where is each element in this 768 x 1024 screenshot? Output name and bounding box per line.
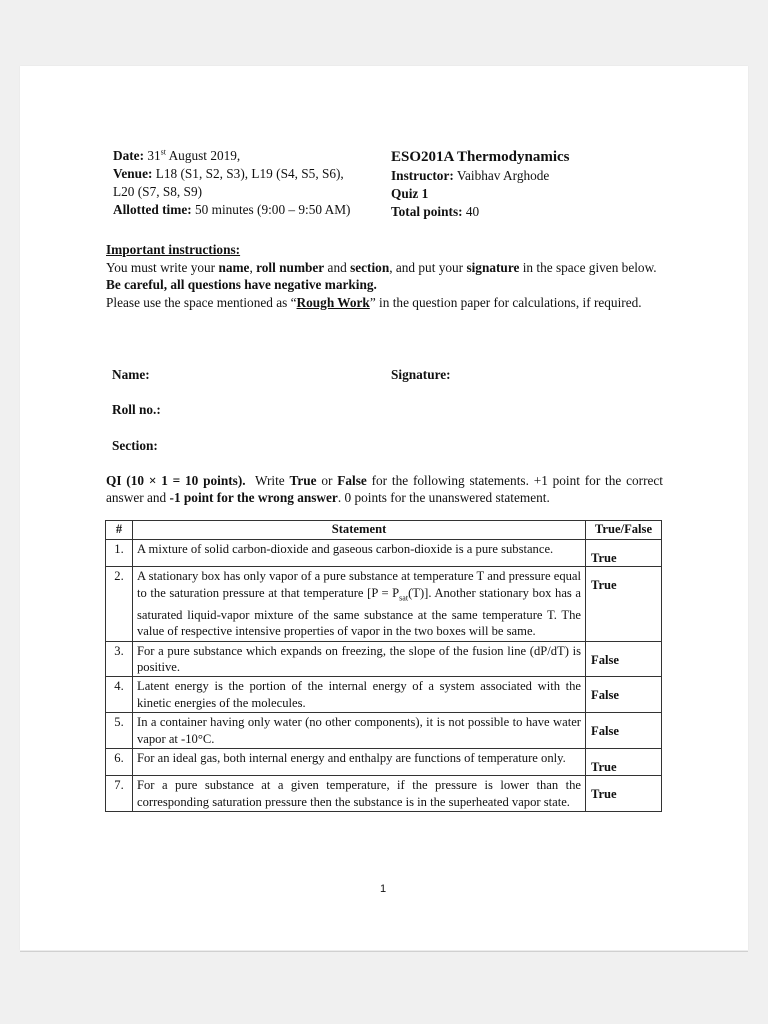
time-line: Allotted time: 50 minutes (9:00 – 9:50 AM) — [113, 202, 351, 217]
row-statement: For an ideal gas, both internal energy and enthalpy are functions of temperature only. — [133, 748, 586, 775]
exam-details-right — [391, 147, 671, 221]
row-number: 2. — [106, 567, 133, 641]
table-row — [106, 540, 662, 567]
instructor-line: Instructor: Vaibhav Arghode — [391, 168, 550, 183]
header-number: # — [106, 521, 133, 540]
roll-field-label: Roll no.: — [112, 402, 161, 417]
row-statement: In a container having only water (no other components), it is not possible to have water vapor at -10°C. — [133, 713, 586, 749]
quiz-line: Quiz 1 — [391, 186, 429, 201]
row-statement: For a pure substance which expands on freezing, the slope of the fusion line (dP/dT) is positive. — [133, 641, 586, 677]
table-row — [106, 776, 662, 812]
row-statement: Latent energy is the portion of the internal energy of a system associated with the kinetic energies of the molecules. — [133, 677, 586, 713]
table-row — [106, 713, 662, 749]
row-statement: For a pure substance at a given temperature, if the pressure is lower than the corresponding saturation pressure then the substance is in the superheated vapor state. — [133, 776, 586, 812]
instructions-heading: Important instructions: — [106, 242, 241, 257]
row-number: 3. — [106, 641, 133, 677]
row-answer: False — [586, 677, 662, 713]
instructions-block — [106, 241, 663, 311]
question-1-prompt: QI (10 × 1 = 10 points). Write True or False for the following statements. +1 point for the correct answer and -1 point for the wrong answer. 0 points for the unanswered statement. — [106, 473, 663, 505]
row-number: 5. — [106, 713, 133, 749]
table-header-row — [106, 521, 662, 540]
venue-line-2: L20 (S7, S8, S9) — [113, 184, 203, 199]
course-title: ESO201A Thermodynamics — [391, 149, 570, 165]
true-false-table — [105, 520, 662, 812]
row-answer: True — [586, 748, 662, 775]
row-number: 4. — [106, 677, 133, 713]
row-answer: True — [586, 776, 662, 812]
table-row — [106, 641, 662, 677]
row-number: 7. — [106, 776, 133, 812]
row-answer: False — [586, 641, 662, 677]
venue-line: Venue: L18 (S1, S2, S3), L19 (S4, S5, S6), — [113, 166, 344, 181]
points-line: Total points: 40 — [391, 204, 480, 219]
table-row — [106, 567, 662, 641]
row-statement: A mixture of solid carbon-dioxide and gaseous carbon-dioxide is a pure substance. — [133, 540, 586, 567]
date-line: Date: 31st August 2019, — [113, 147, 241, 163]
signature-field-label: Signature: — [391, 367, 451, 382]
document-page — [20, 66, 748, 950]
negative-marking-warning: Be careful, all questions have negative marking. — [106, 277, 377, 292]
viewer-bottom-divider — [20, 951, 748, 952]
row-answer: False — [586, 713, 662, 749]
exam-details-left — [113, 147, 393, 219]
row-answer: True — [586, 567, 662, 641]
row-number: 6. — [106, 748, 133, 775]
page-number: 1 — [380, 883, 387, 895]
row-number: 1. — [106, 540, 133, 567]
row-statement: A stationary box has only vapor of a pure substance at temperature T and pressure equal to the saturation pressure at that temperature $[P = P_{sat}(T)]$. Another stationary box has a saturated liquid-vapor mixture of the same substance at the same temperature T. The value of respective intensive properties of vapor in the two boxes will be same. — [133, 567, 586, 641]
instruction-paragraph-3: Please use the space mentioned as “Rough Work” in the question paper for calculations, if required. — [106, 294, 642, 310]
table-row — [106, 677, 662, 713]
header-statement: Statement — [133, 521, 586, 540]
table-row — [106, 748, 662, 775]
section-field-label: Section: — [112, 438, 158, 453]
name-field-label: Name: — [112, 367, 150, 382]
instruction-paragraph-1: You must write your name, roll number and section, and put your signature in the space given below. — [106, 259, 657, 275]
header-answer: True/False — [586, 521, 662, 540]
row-answer: True — [586, 540, 662, 567]
